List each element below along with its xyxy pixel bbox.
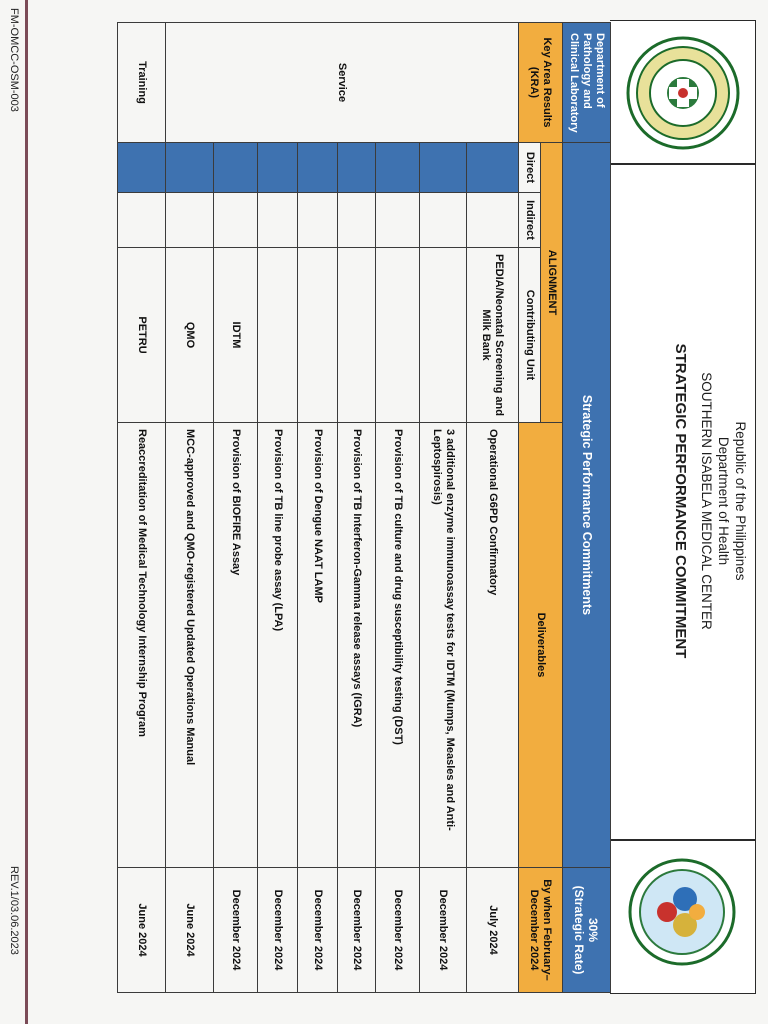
date-cell: December 2024 — [258, 868, 298, 993]
unit-cell — [258, 248, 298, 423]
unit-cell — [338, 248, 376, 423]
document-title: STRATEGIC PERFORMANCE COMMITMENT — [672, 343, 689, 659]
indirect-cell — [467, 193, 519, 248]
table-row — [258, 23, 298, 993]
table-row — [467, 23, 519, 993]
deliverable-cell: Provision of TB culture and drug susceptibility testing (DST) — [376, 423, 420, 868]
department-cell: Department of Pathology and Clinical Laboratory — [563, 23, 611, 143]
deliverable-cell: Provision of Dengue NAAT LAMP — [298, 423, 338, 868]
alignment-header-cell: ALIGNMENT — [541, 143, 563, 423]
direct-cell — [118, 143, 166, 193]
table-row — [376, 23, 420, 993]
table-row — [166, 23, 214, 993]
indirect-header-cell: Indirect — [519, 193, 541, 248]
deliverables-header-cell: Deliverables — [519, 423, 563, 868]
deliverable-cell: Provision of BIOFIRE Assay — [214, 423, 258, 868]
date-cell: June 2024 — [118, 868, 166, 993]
indirect-cell — [258, 193, 298, 248]
unit-cell — [298, 248, 338, 423]
indirect-cell — [166, 193, 214, 248]
direct-cell — [420, 143, 467, 193]
bywhen-header-cell: By when February– December 2024 — [519, 868, 563, 993]
rate-sub: (Strategic Rate) — [572, 885, 587, 975]
indirect-cell — [338, 193, 376, 248]
rate-value: 30% — [586, 918, 601, 943]
table-row — [338, 23, 376, 993]
header-divider-right — [610, 839, 755, 841]
indirect-cell — [298, 193, 338, 248]
deliverable-cell: MCC-approved and QMO-registered Updated Operations Manual — [166, 423, 214, 868]
simc-seal-logo — [627, 851, 737, 973]
kra-service-cell: Service — [166, 23, 519, 143]
spc-header-cell: Strategic Performance Commitments — [563, 143, 611, 868]
doh-seal-logo — [625, 35, 741, 151]
indirect-cell — [214, 193, 258, 248]
kra-training-cell: Training — [118, 23, 166, 143]
date-cell: December 2024 — [214, 868, 258, 993]
table-row — [118, 23, 166, 993]
rate-header-cell — [563, 868, 611, 993]
date-cell: December 2024 — [338, 868, 376, 993]
date-cell: December 2024 — [420, 868, 467, 993]
table-row — [214, 23, 258, 993]
indirect-cell — [118, 193, 166, 248]
direct-cell — [166, 143, 214, 193]
header-line-hospital: SOUTHERN ISABELA MEDICAL CENTER — [699, 372, 714, 630]
unit-cell: PETRU — [118, 248, 166, 423]
deliverable-cell: Reaccreditation of Medical Technology Internship Program — [118, 423, 166, 868]
direct-cell — [214, 143, 258, 193]
unit-header-cell: Contributing Unit — [519, 248, 541, 423]
direct-cell — [467, 143, 519, 193]
kra-header-cell: Key Area Results (KRA) — [519, 23, 563, 143]
date-cell: December 2024 — [298, 868, 338, 993]
direct-header-cell: Direct — [519, 143, 541, 193]
date-cell: July 2024 — [467, 868, 519, 993]
header-line-republic: Republic of the Philippines — [733, 421, 748, 581]
unit-cell — [420, 248, 467, 423]
indirect-cell — [376, 193, 420, 248]
date-cell: December 2024 — [376, 868, 420, 993]
document-header — [610, 20, 756, 994]
unit-cell: QMO — [166, 248, 214, 423]
form-code: FM-OMCC-OSM-003 — [8, 8, 20, 112]
table-row — [420, 23, 467, 993]
indirect-cell — [420, 193, 467, 248]
table-row — [298, 23, 338, 993]
date-cell: June 2024 — [166, 868, 214, 993]
page-edge-line — [25, 0, 28, 1024]
direct-cell — [338, 143, 376, 193]
direct-cell — [298, 143, 338, 193]
direct-cell — [376, 143, 420, 193]
unit-cell: IDTM — [214, 248, 258, 423]
deliverable-cell: 3 additional enzyme immunoassay tests for IDTM (Mumps, Measles and Anti-Leptospirosis) — [420, 423, 467, 868]
header-title-block — [671, 173, 749, 829]
spc-table — [117, 22, 611, 993]
revision-code: REV.1/03.06.2023 — [8, 866, 20, 955]
deliverable-cell: Operational G6PD Confirmatory — [467, 423, 519, 868]
unit-cell: PEDIA/Neonatal Screening and Milk Bank — [467, 248, 519, 423]
header-divider-left — [610, 163, 755, 165]
unit-cell — [376, 248, 420, 423]
table-top-header-row — [563, 23, 611, 993]
alignment-row — [541, 23, 563, 993]
deliverable-cell: Provision of TB line probe assay (LPA) — [258, 423, 298, 868]
header-line-department: Department of Health — [716, 436, 731, 566]
direct-cell — [258, 143, 298, 193]
deliverable-cell: Provision of TB Interferon-Gamma release assays (IGRA) — [338, 423, 376, 868]
